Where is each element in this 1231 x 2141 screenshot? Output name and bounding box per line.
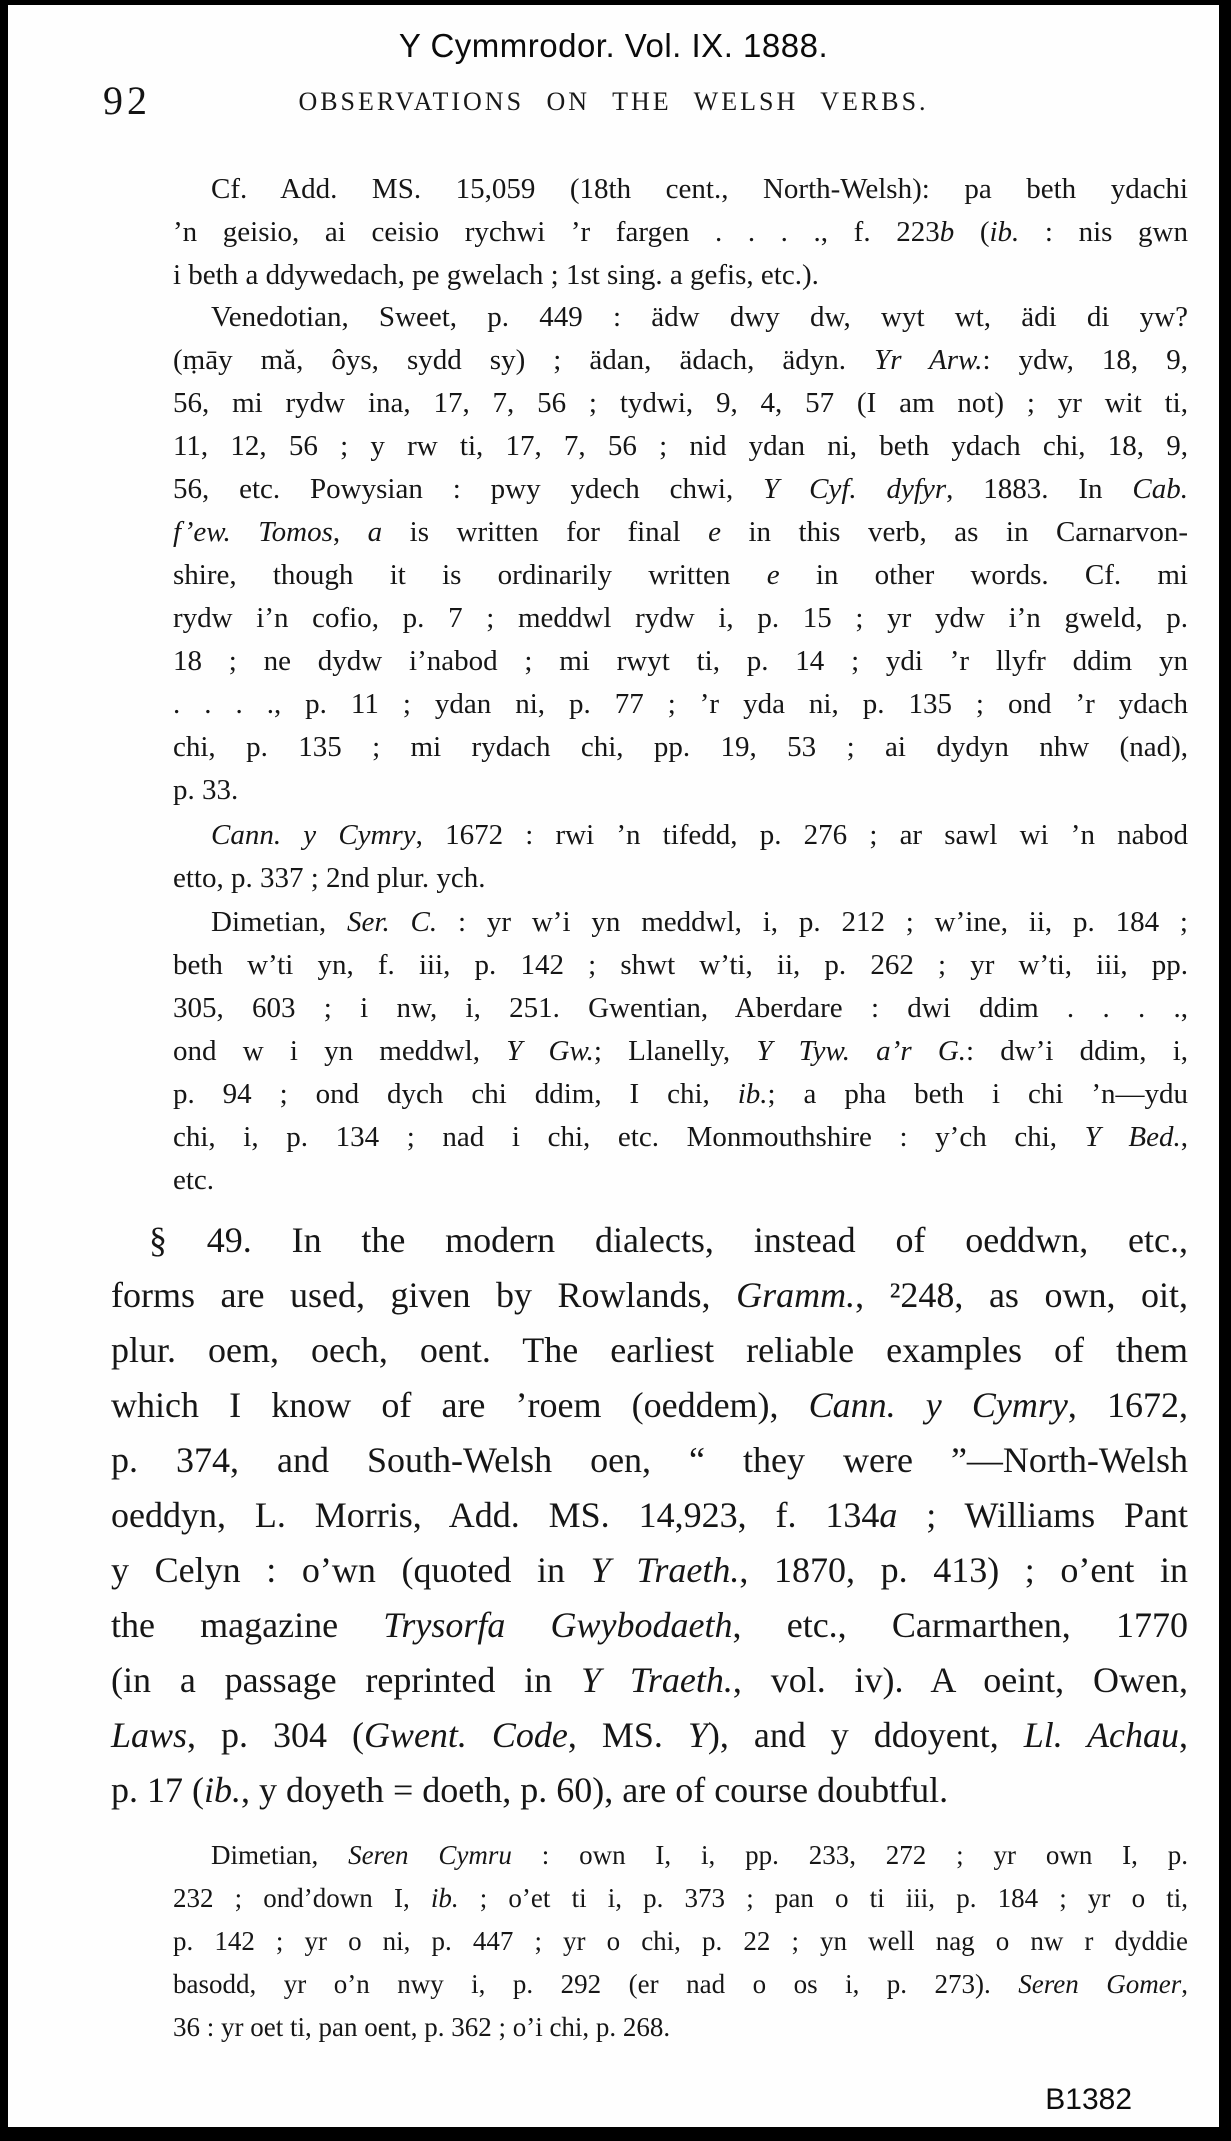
italic-text-run: e: [766, 559, 780, 591]
text-line: [173, 1920, 1188, 1963]
text-run: oeddyn, L. Morris, Add. MS. 14,923, f. 134: [111, 1495, 880, 1535]
text-run: beth w’ti yn, f. iii, p. 142 ; shwt w’ti, ii, p. 262 ; yr w’ti, iii, pp.: [173, 949, 1188, 981]
text-line: [173, 769, 1188, 812]
text-line: [173, 597, 1188, 640]
italic-text-run: Y Traeth.: [581, 1660, 733, 1700]
paragraph: [173, 168, 1188, 297]
text-run: chi, i, p. 134 ; nad i chi, etc. Monmouthshire : y’ch chi,: [173, 1121, 1085, 1153]
text-line: [173, 554, 1188, 597]
text-line: [111, 1213, 1188, 1268]
text-run: 18 ; ne dydw i’nabod ; mi rwyt ti, p. 14 ; ydi ’r llyfr ddim yn: [173, 645, 1188, 677]
text-line: [173, 1073, 1188, 1116]
italic-text-run: Laws: [111, 1715, 188, 1755]
text-run: 11, 12, 56 ; y rw ti, 17, 7, 56 ; nid ydan ni, beth ydach chi, 18, 9,: [173, 430, 1188, 462]
text-run: , vol. iv). A oeint, Owen,: [732, 1660, 1188, 1700]
text-run: Dimetian,: [211, 906, 348, 938]
text-line: [173, 1834, 1188, 1877]
text-line: [173, 857, 1188, 900]
text-line: [173, 1030, 1188, 1073]
text-run: etto, p. 337 ; 2nd plur. ych.: [173, 862, 486, 894]
text-run: § 49. In the modern dialects, instead of oeddwn, etc.,: [149, 1220, 1188, 1260]
italic-text-run: a: [879, 1495, 898, 1535]
text-run: in this verb, as in Carnarvon-: [720, 516, 1188, 548]
text-run: ), and y ddoyent,: [707, 1715, 1024, 1755]
text-run: ’n geisio, ai ceisio rychwi ’r fargen . . . ., f. 223: [173, 216, 940, 248]
text-line: [173, 1116, 1188, 1159]
text-line: [173, 1159, 1188, 1202]
text-run: shire, though it is ordinarily written: [173, 559, 767, 591]
page-number: 92: [103, 78, 151, 123]
text-line: [111, 1433, 1188, 1488]
text-run: Venedotian, Sweet, p. 449 : ädw dwy dw, wyt wt, ädi di yw?: [211, 301, 1188, 333]
text-line: [111, 1543, 1188, 1598]
text-run: forms are used, given by Rowlands,: [111, 1275, 737, 1315]
italic-text-run: Trysorfa Gwybodaeth: [383, 1605, 733, 1645]
text-line: [173, 987, 1188, 1030]
text-run: , y doyeth = doeth, p. 60), are of course doubtful.: [241, 1770, 949, 1810]
text-run: : own I, i, pp. 233, 272 ; yr own I, p.: [511, 1840, 1188, 1870]
text-run: Cf. Add. MS. 15,059 (18th cent., North-Welsh): pa beth ydachi: [211, 173, 1188, 205]
text-run: (in a passage reprinted in: [111, 1660, 581, 1700]
text-run: p. 94 ; ond dych chi ddim, I chi,: [173, 1078, 738, 1110]
text-line: [173, 168, 1188, 211]
text-line: [111, 1323, 1188, 1378]
text-run: is written for final: [382, 516, 709, 548]
text-run: , 1672 : rwi ’n tifedd, p. 276 ; ar sawl wi ’n nabod: [415, 819, 1188, 851]
text-line: [173, 944, 1188, 987]
text-run: ond w i yn meddwl,: [173, 1035, 507, 1067]
text-run: 305, 603 ; i nw, i, 251. Gwentian, Aberdare : dwi ddim . . . .,: [173, 992, 1188, 1024]
text-run: Dimetian,: [211, 1840, 349, 1870]
italic-text-run: Y Traeth.: [590, 1550, 740, 1590]
text-run: , 1870, p. 413) ; o’ent in: [739, 1550, 1189, 1590]
text-run: ,: [1180, 1121, 1188, 1153]
italic-text-run: Y Cyf. dyfyr: [763, 473, 947, 505]
text-run: (ṃāy mă, ôys, sydd sy) ; ädan, ädach, ädyn.: [173, 344, 875, 376]
text-run: p. 142 ; yr o ni, p. 447 ; yr o chi, p. 22 ; yn well nag o nw r dyddie: [173, 1926, 1188, 1956]
italic-text-run: f’ew. Tomos: [173, 516, 333, 548]
text-line: [173, 726, 1188, 769]
text-line: [173, 640, 1188, 683]
text-line: [173, 211, 1188, 254]
text-run: ; Llanelly,: [593, 1035, 757, 1067]
text-run: : nis gwn: [1019, 216, 1188, 248]
italic-text-run: a: [367, 516, 383, 548]
text-run: (: [954, 216, 990, 248]
text-line: [173, 683, 1188, 726]
italic-text-run: Cann. y Cymry: [211, 819, 416, 851]
italic-text-run: Ll. Achau: [1023, 1715, 1180, 1755]
text-run: ; a pha beth i chi ’n—ydu: [767, 1078, 1189, 1110]
italic-text-run: ib.: [430, 1883, 459, 1913]
italic-text-run: Seren Cymru: [348, 1840, 512, 1870]
italic-text-run: Y: [687, 1715, 708, 1755]
text-line: [111, 1598, 1188, 1653]
text-run: ,: [332, 516, 368, 548]
text-line: [111, 1268, 1188, 1323]
text-run: rydw i’n cofio, p. 7 ; meddwl rydw i, p. 15 ; yr ydw i’n gweld, p.: [173, 602, 1188, 634]
text-run: ; Williams Pant: [897, 1495, 1188, 1535]
text-run: p. 374, and South-Welsh oen, “ they were ”—North-Welsh: [111, 1440, 1188, 1480]
text-run: plur. oem, oech, oent. The earliest reliable examples of them: [111, 1330, 1188, 1370]
italic-text-run: ib.: [204, 1770, 242, 1810]
paragraph: [111, 1213, 1188, 1818]
text-run: p. 17 (: [111, 1770, 204, 1810]
italic-text-run: Ser. C.: [347, 906, 438, 938]
text-line: [111, 1378, 1188, 1433]
text-line: [173, 425, 1188, 468]
text-run: , 1883. In: [946, 473, 1133, 505]
italic-text-run: b: [939, 216, 955, 248]
text-run: chi, p. 135 ; mi rydach chi, pp. 19, 53 ; ai dydyn nhw (nad),: [173, 731, 1188, 763]
paragraph: [173, 814, 1188, 900]
text-run: y Celyn : o’wn (quoted in: [111, 1550, 591, 1590]
italic-text-run: e: [708, 516, 721, 548]
italic-text-run: Y Tyw. a’r G.: [756, 1035, 967, 1067]
text-line: [173, 2006, 1188, 2049]
text-run: p. 33.: [173, 774, 239, 806]
italic-text-run: Y Bed.: [1084, 1121, 1181, 1153]
text-line: [173, 339, 1188, 382]
text-run: 36 : yr oet ti, pan oent, p. 362 ; o’i chi, p. 268.: [173, 2012, 671, 2042]
italic-text-run: ib.: [737, 1078, 768, 1110]
text-run: 56, etc. Powysian : pwy ydech chwi,: [173, 473, 764, 505]
text-run: etc.: [173, 1164, 215, 1196]
text-run: , etc., Carmarthen, 1770: [732, 1605, 1188, 1645]
running-head: OBSERVATIONS ON THE WELSH VERBS.: [298, 87, 929, 116]
italic-text-run: Cann. y Cymry: [808, 1385, 1068, 1425]
italic-text-run: Cab.: [1132, 473, 1188, 505]
text-line: [173, 1877, 1188, 1920]
paragraph: [173, 296, 1188, 812]
text-run: , p. 304 (: [187, 1715, 364, 1755]
text-run: : ydw, 18, 9,: [982, 344, 1188, 376]
italic-text-run: Gwent. Code: [363, 1715, 568, 1755]
text-run: ,: [1179, 1715, 1189, 1755]
text-line: [173, 382, 1188, 425]
text-line: [173, 1963, 1188, 2006]
paragraph: [173, 1834, 1188, 2049]
text-run: : yr w’i yn meddwl, i, p. 212 ; w’ine, ii, p. 184 ;: [437, 906, 1188, 938]
paragraph: [173, 901, 1188, 1202]
text-line: [173, 814, 1188, 857]
text-run: , 1672,: [1067, 1385, 1188, 1425]
text-run: in other words. Cf. mi: [779, 559, 1188, 591]
italic-text-run: Y Gw.: [506, 1035, 594, 1067]
text-run: : dw’i ddim, i,: [966, 1035, 1188, 1067]
text-run: . . . ., p. 11 ; ydan ni, p. 77 ; ’r yda ni, p. 135 ; ond ’r ydach: [173, 688, 1188, 720]
text-run: the magazine: [111, 1605, 384, 1645]
italic-text-run: Seren Gomer: [1018, 1969, 1182, 1999]
text-run: basodd, yr o’n nwy i, p. 292 (er nad o os i, p. 273).: [173, 1969, 1019, 1999]
text-line: [173, 254, 1188, 297]
text-run: 232 ; ond’down I,: [173, 1883, 431, 1913]
text-line: [111, 1488, 1188, 1543]
text-line: [111, 1708, 1188, 1763]
text-run: ,: [1181, 1969, 1188, 1999]
italic-text-run: Gramm.: [736, 1275, 856, 1315]
text-run: i beth a ddywedach, pe gwelach ; 1st sing. a gefis, etc.).: [173, 259, 819, 291]
italic-text-run: ib.: [989, 216, 1020, 248]
catalog-number: B1382: [1045, 2083, 1132, 2116]
text-run: , MS.: [567, 1715, 688, 1755]
text-line: [111, 1653, 1188, 1708]
scan-volume-title: Y Cymmrodor. Vol. IX. 1888.: [398, 27, 829, 64]
text-line: [111, 1763, 1188, 1818]
text-line: [173, 296, 1188, 339]
text-line: [173, 901, 1188, 944]
text-line: [173, 511, 1188, 554]
italic-text-run: Yr Arw.: [874, 344, 983, 376]
text-run: 56, mi rydw ina, 17, 7, 56 ; tydwi, 9, 4, 57 (I am not) ; yr wit ti,: [173, 387, 1188, 419]
text-run: ; o’et ti i, p. 373 ; pan o ti iii, p. 184 ; yr o ti,: [458, 1883, 1188, 1913]
text-run: , ²248, as own, oit,: [855, 1275, 1188, 1315]
text-run: which I know of are ’roem (oeddem),: [111, 1385, 809, 1425]
text-line: [173, 468, 1188, 511]
